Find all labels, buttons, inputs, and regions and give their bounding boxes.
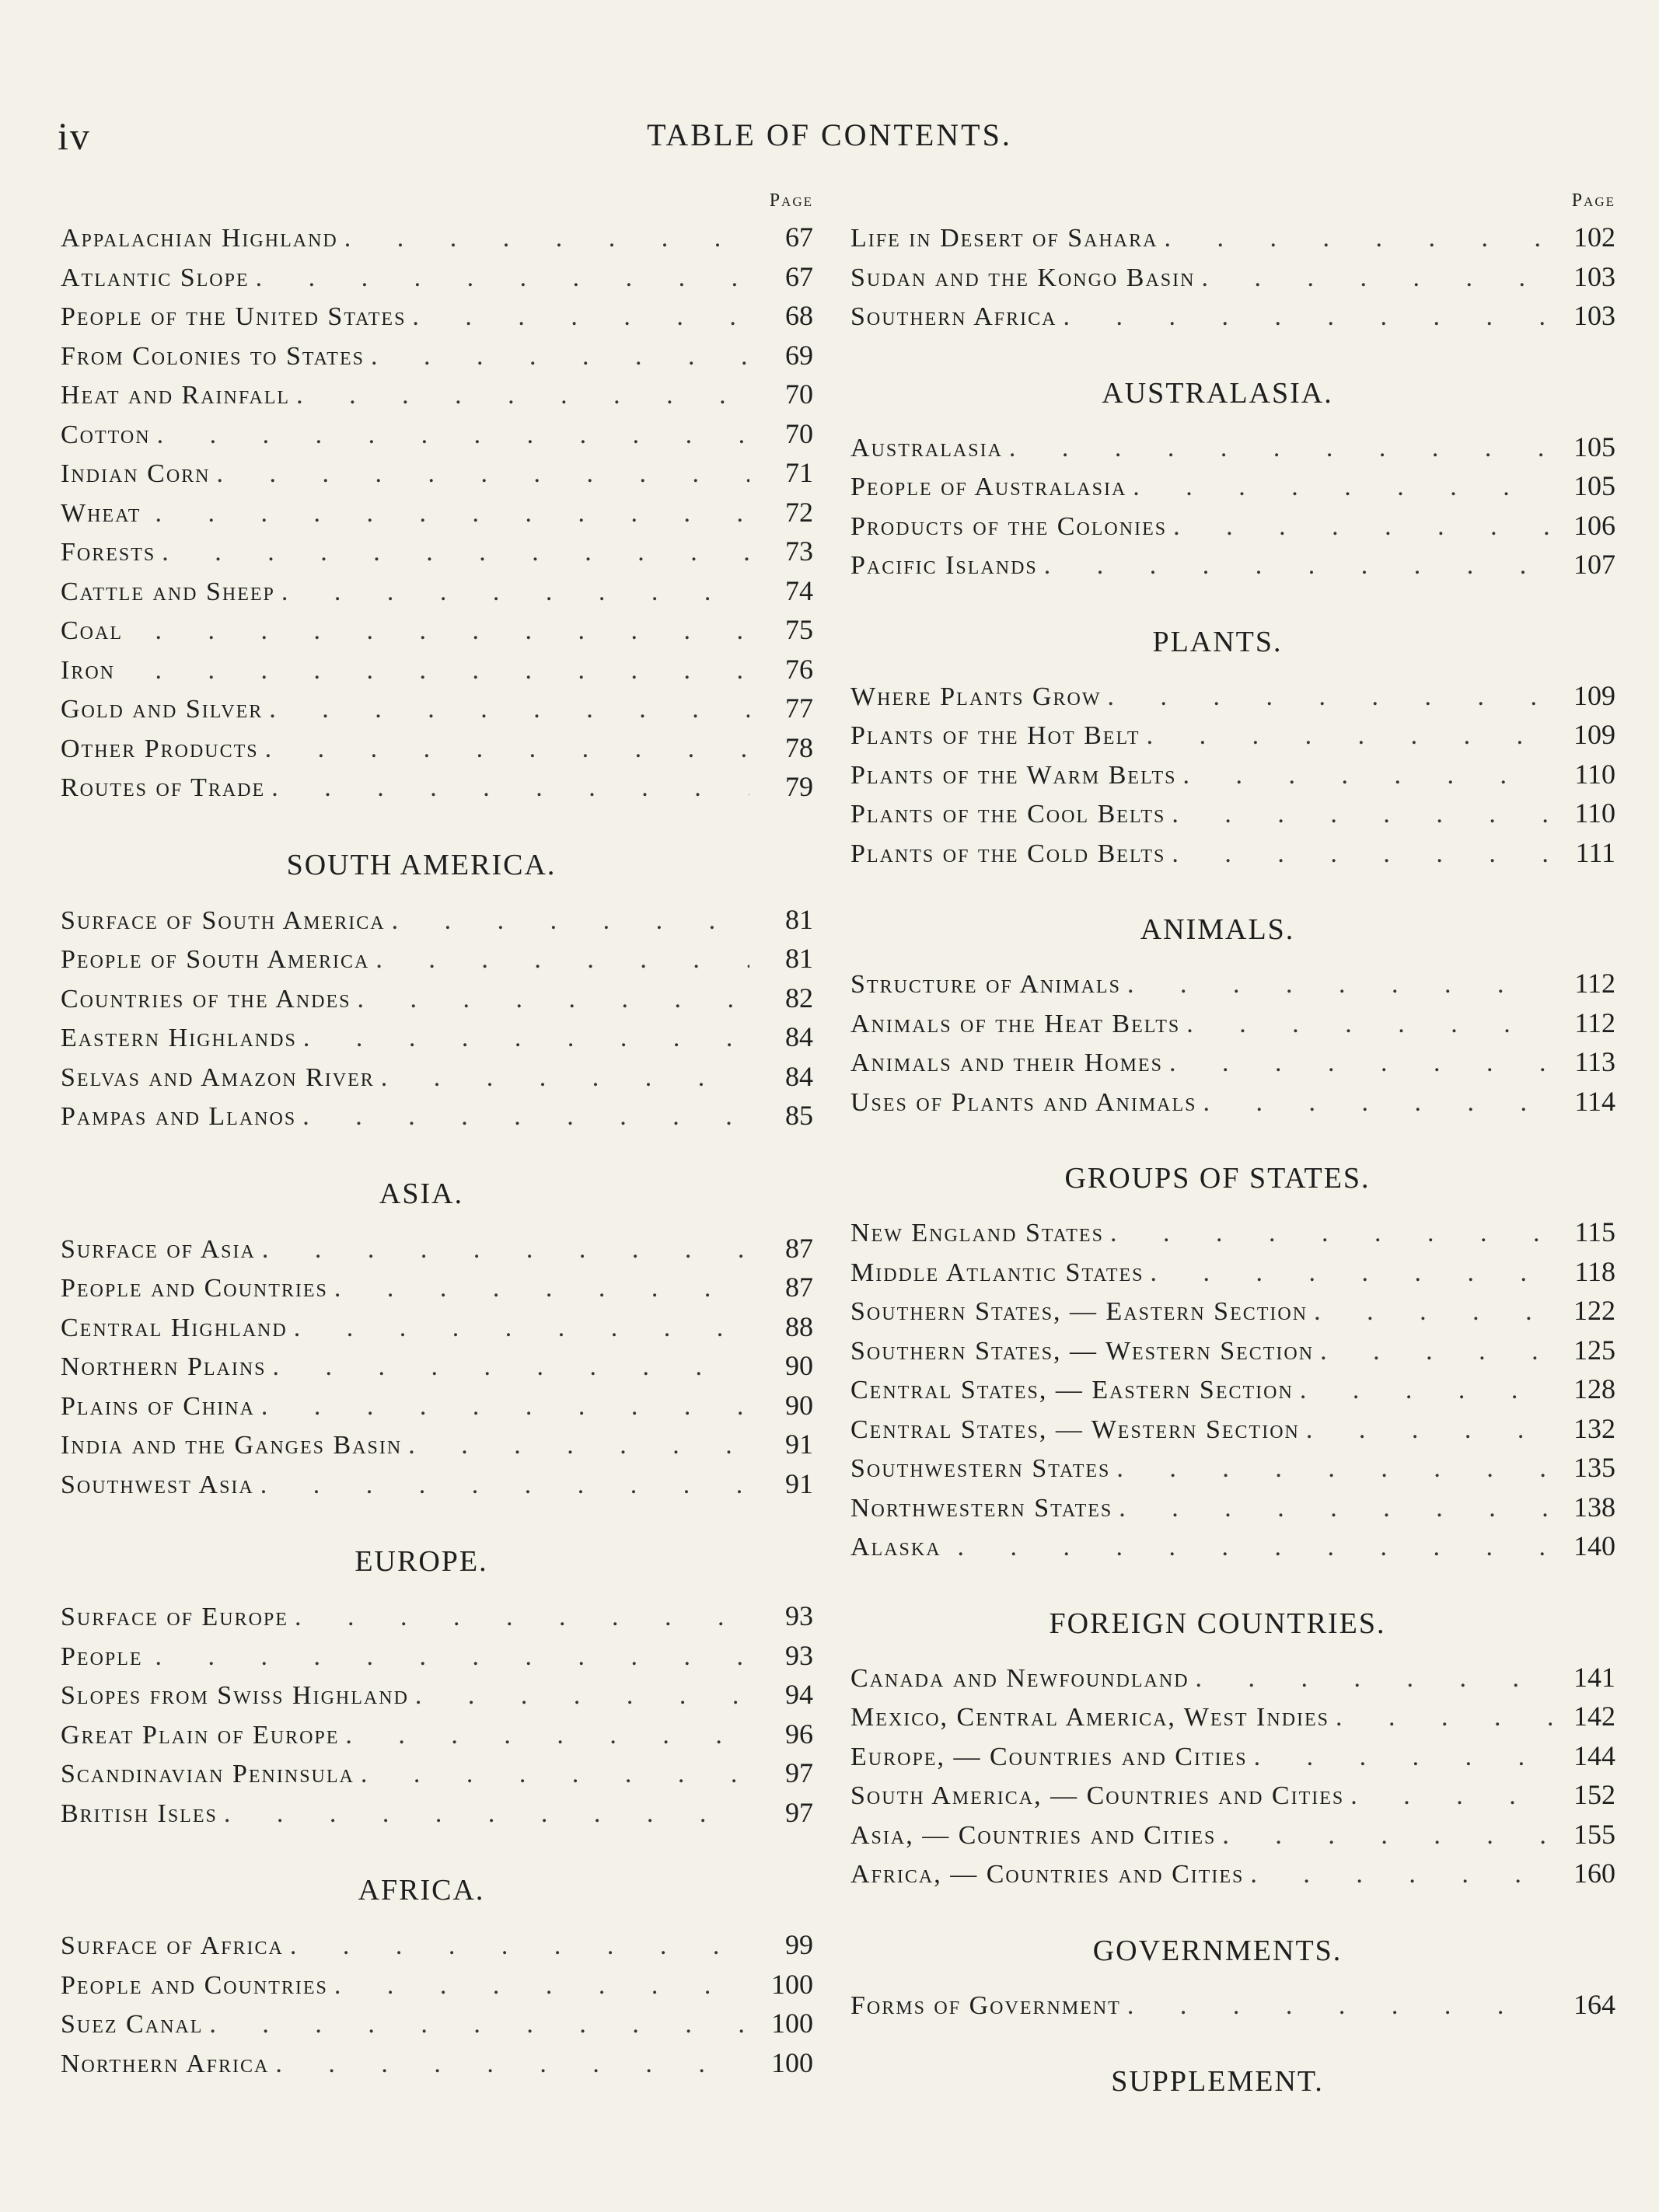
dot-leader (115, 651, 749, 691)
toc-entry-title: Middle Atlantic States (850, 1258, 1144, 1287)
dot-leader (365, 337, 749, 377)
toc-right-column (850, 183, 1615, 2116)
toc-left-blocks (61, 218, 813, 2082)
toc-entry-page: 144 (1573, 1739, 1615, 1771)
toc-entry-page: 87 (785, 1232, 813, 1264)
toc-entry (61, 1268, 813, 1307)
toc-entry-page: 110 (1574, 758, 1615, 790)
toc-entry-page: 132 (1573, 1412, 1615, 1444)
toc-entry (61, 1793, 813, 1833)
toc-entry-page: 74 (785, 574, 813, 606)
dot-leader (1144, 1254, 1552, 1293)
toc-entry-page: 85 (785, 1100, 813, 1131)
toc-entry-title: British Isles (61, 1799, 218, 1828)
dot-leader (284, 1927, 749, 1966)
toc-entry (61, 1346, 813, 1386)
toc-entry-page: 88 (785, 1310, 813, 1342)
toc-entry-title: Surface of Asia (61, 1234, 256, 1264)
toc-entry-title: Southern States, — Western Section (850, 1336, 1315, 1366)
toc-entry-page: 75 (785, 614, 813, 645)
toc-entry (61, 900, 813, 940)
toc-entry-page: 96 (785, 1718, 813, 1750)
toc-entry-page: 110 (1574, 797, 1615, 829)
toc-entry (850, 1082, 1615, 1122)
toc-entry (61, 571, 813, 611)
toc-entry-page: 81 (785, 943, 813, 974)
toc-entry (61, 1715, 813, 1754)
toc-entry (850, 1331, 1615, 1370)
dot-leader (338, 219, 749, 259)
toc-entry-title: Forests (61, 538, 156, 567)
dot-leader (259, 730, 749, 769)
toc-entry-page: 71 (785, 457, 813, 488)
dot-leader (1121, 1987, 1552, 2026)
dot-leader (1158, 219, 1552, 259)
toc-entry (850, 1212, 1615, 1252)
toc-entry-page: 90 (785, 1350, 813, 1381)
dot-leader (1294, 1371, 1552, 1411)
toc-entry-page: 77 (785, 693, 813, 724)
toc-entry (850, 257, 1615, 297)
toc-entry-page: 115 (1574, 1216, 1615, 1247)
toc-right-blocks (850, 218, 1615, 2116)
page-number: iv (58, 114, 91, 158)
toc-entry (61, 728, 813, 768)
dot-leader (1038, 546, 1552, 586)
toc-entry-page: 140 (1573, 1530, 1615, 1561)
toc-entry (850, 676, 1615, 716)
dot-leader (263, 690, 749, 730)
toc-entry (61, 532, 813, 571)
page-column-header: Page (1571, 190, 1615, 211)
toc-entry-title: Countries of the Andes (61, 984, 351, 1014)
toc-entry (850, 755, 1615, 794)
toc-entry-title: Slopes from Swiss Highland (61, 1681, 409, 1710)
toc-entry (850, 1042, 1615, 1082)
toc-entry-page: 118 (1574, 1255, 1615, 1287)
toc-entry-title: Africa, — Countries and Cities (850, 1860, 1245, 1889)
toc-entry-title: Plains of China (61, 1391, 255, 1421)
dot-leader (254, 1466, 749, 1505)
toc-entry (850, 1252, 1615, 1292)
toc-entry (61, 493, 813, 532)
dot-leader (211, 455, 750, 494)
toc-entry-page: 102 (1573, 222, 1615, 253)
toc-entry-page: 69 (785, 339, 813, 371)
toc-entry-page: 142 (1573, 1701, 1615, 1732)
toc-entry-title: Animals of the Heat Belts (850, 1009, 1181, 1038)
dot-leader (369, 940, 749, 980)
dot-leader (143, 1638, 749, 1677)
toc-entry-page: 68 (785, 300, 813, 331)
toc-entry-title: Pampas and Llanos (61, 1102, 297, 1131)
dot-leader (1163, 1044, 1552, 1083)
toc-entry (61, 218, 813, 257)
toc-entry (61, 1229, 813, 1268)
toc-entry-page: 94 (785, 1679, 813, 1710)
toc-entry (850, 964, 1615, 1003)
toc-entry (61, 1753, 813, 1793)
toc-entry (61, 414, 813, 454)
dot-leader (1140, 717, 1552, 756)
toc-entry (850, 545, 1615, 584)
toc-entry-page: 125 (1573, 1334, 1615, 1366)
dot-leader (355, 1755, 749, 1795)
toc-entry (61, 689, 813, 728)
toc-entry (61, 1636, 813, 1676)
toc-entry (61, 2043, 813, 2083)
toc-entry-page: 103 (1573, 260, 1615, 292)
toc-entry (61, 1386, 813, 1425)
dot-leader (1003, 429, 1552, 469)
toc-entry-title: Surface of Europe (61, 1603, 288, 1631)
section-heading: ASIA. (379, 1177, 464, 1210)
toc-entry-page: 128 (1573, 1373, 1615, 1404)
dot-leader (1110, 1450, 1552, 1489)
toc-entry-title: Eastern Highlands (61, 1024, 297, 1052)
dot-leader (406, 298, 749, 337)
toc-entry-page: 82 (785, 982, 813, 1014)
toc-entry-title: Mexico, Central America, West Indies (850, 1703, 1330, 1732)
dot-leader (1244, 1855, 1552, 1895)
toc-entry (61, 1925, 813, 1965)
dot-leader (218, 1795, 749, 1834)
toc-entry-page: 79 (785, 771, 813, 802)
toc-entry (850, 1658, 1615, 1697)
toc-entry (850, 1815, 1615, 1854)
toc-entry-title: Gold and Silver (61, 695, 264, 724)
toc-entry-page: 100 (771, 2046, 813, 2078)
section-heading: SUPPLEMENT. (1111, 2065, 1324, 2098)
toc-entry-page: 135 (1573, 1452, 1615, 1483)
toc-entry-title: Pacific Islands (850, 551, 1038, 580)
toc-entry (61, 1965, 813, 2004)
toc-entry (850, 296, 1615, 336)
dot-leader (1189, 1659, 1552, 1699)
section-heading: GOVERNMENTS. (1092, 1934, 1343, 1967)
dot-leader (265, 769, 749, 808)
toc-entry-page: 122 (1573, 1295, 1615, 1326)
toc-entry-title: Northwestern States (850, 1493, 1113, 1523)
page-title: TABLE OF CONTENTS. (647, 117, 1012, 152)
toc-entry (850, 218, 1615, 257)
toc-entry (850, 1775, 1615, 1815)
toc-entry (61, 453, 813, 493)
toc-entry-title: People and Countries (61, 1970, 328, 2000)
toc-entry (850, 715, 1615, 755)
section-heading: SOUTH AMERICA. (286, 848, 557, 881)
toc-entry-title: Cotton (61, 420, 151, 449)
toc-entry (61, 939, 813, 979)
section-heading: EUROPE. (355, 1545, 488, 1578)
dot-leader (1126, 468, 1552, 508)
toc-entry-page: 90 (785, 1389, 813, 1421)
dot-leader (1057, 298, 1552, 337)
dot-leader (1180, 1005, 1552, 1045)
toc-entry-page: 152 (1573, 1779, 1615, 1810)
dot-leader (1248, 1738, 1552, 1778)
toc-entry-page: 76 (785, 653, 813, 685)
dot-leader (290, 376, 749, 416)
dot-leader (339, 1716, 749, 1756)
dot-leader (409, 1676, 749, 1716)
toc-entry-title: Forms of Government (850, 1990, 1121, 2020)
toc-entry (850, 1697, 1615, 1736)
toc-entry-title: Suez Canal (61, 2010, 204, 2039)
toc-entry-title: Southern Africa (850, 302, 1057, 331)
dot-leader (1112, 1489, 1552, 1529)
toc-entry-page: 111 (1575, 836, 1615, 868)
toc-entry (61, 257, 813, 297)
dot-leader (269, 2045, 749, 2085)
toc-entry (850, 506, 1615, 546)
section-heading: AUSTRALASIA. (1102, 376, 1333, 410)
toc-entry-title: Appalachian Highland (61, 224, 338, 253)
toc-entry-title: Northern Plains (61, 1352, 267, 1381)
dot-leader (141, 494, 749, 534)
toc-entry-title: Australasia (850, 433, 1003, 462)
toc-entry (850, 427, 1615, 467)
toc-entry-title: Plants of the Hot Belt (850, 721, 1140, 750)
toc-entry-page: 67 (785, 222, 813, 253)
dot-leader (1300, 1411, 1552, 1450)
toc-entry-page: 112 (1574, 1007, 1615, 1038)
dot-leader (296, 1097, 749, 1137)
toc-entry (850, 1985, 1615, 2025)
toc-entry-title: Atlantic Slope (61, 263, 250, 292)
toc-entry-title: Central Highland (61, 1313, 288, 1342)
toc-entry (850, 833, 1615, 873)
toc-entry-page: 107 (1573, 549, 1615, 580)
dot-leader (328, 1269, 749, 1309)
toc-entry-title: People and Countries (61, 1274, 328, 1303)
page-column-header: Page (769, 190, 813, 211)
toc-entry-title: Life in Desert of Sahara (850, 224, 1158, 253)
toc-entry-page: 70 (785, 417, 813, 449)
toc-entry-page: 70 (785, 379, 813, 410)
section-heading: FOREIGN COUNTRIES. (1049, 1607, 1386, 1640)
toc-entry (850, 1488, 1615, 1527)
dot-leader (1165, 795, 1552, 835)
toc-entry-title: Southwest Asia (61, 1470, 254, 1499)
toc-entry-page: 91 (785, 1429, 813, 1460)
toc-entry-title: Where Plants Grow (850, 682, 1102, 711)
dot-leader (1104, 1214, 1552, 1254)
dot-leader (1216, 1816, 1552, 1856)
toc-entry (850, 1369, 1615, 1409)
toc-entry-page: 91 (785, 1467, 813, 1499)
toc-entry-title: Canada and Newfoundland (850, 1663, 1189, 1693)
toc-entry-title: Other Products (61, 734, 259, 763)
dot-leader (151, 416, 749, 455)
toc-entry (850, 1409, 1615, 1449)
dot-leader (1165, 835, 1552, 874)
toc-entry-title: Structure of Animals (850, 970, 1121, 999)
toc-entry-title: Surface of South America (61, 905, 386, 935)
toc-entry-page: 112 (1574, 968, 1615, 999)
toc-entry-page: 97 (785, 1796, 813, 1828)
dot-leader (1308, 1293, 1552, 1332)
toc-entry (61, 336, 813, 375)
toc-entry (61, 1425, 813, 1464)
toc-entry-page: 109 (1573, 679, 1615, 711)
toc-entry-page: 141 (1573, 1661, 1615, 1693)
dot-leader (328, 1966, 749, 2006)
toc-entry-title: Products of the Colonies (850, 511, 1168, 541)
dot-leader (275, 573, 749, 612)
toc-left-column (61, 183, 813, 2082)
toc-entry-page: 84 (785, 1060, 813, 1092)
dot-leader (1329, 1698, 1552, 1738)
toc-entry (850, 466, 1615, 506)
dot-leader (1197, 1083, 1552, 1123)
dot-leader (155, 533, 749, 573)
dot-leader (1167, 508, 1552, 547)
toc-entry-page: 114 (1574, 1085, 1615, 1117)
toc-entry-page: 164 (1573, 1988, 1615, 2020)
toc-entry (61, 1096, 813, 1136)
toc-entry-title: Europe, — Countries and Cities (850, 1742, 1248, 1771)
toc-entry-title: Heat and Rainfall (61, 381, 291, 410)
section-heading: AFRICA. (358, 1874, 485, 1907)
toc-entry (61, 1057, 813, 1097)
toc-entry (61, 1464, 813, 1504)
toc-entry-page: 106 (1573, 509, 1615, 541)
toc-entry-title: Wheat (61, 498, 141, 528)
toc-entry-title: South America, — Countries and Cities (850, 1781, 1345, 1810)
toc-entry-title: Plants of the Warm Belts (850, 760, 1177, 790)
toc-entry-title: People of Australasia (850, 473, 1127, 501)
toc-entry-page: 78 (785, 731, 813, 763)
toc-entry-title: Sudan and the Kongo Basin (850, 263, 1196, 292)
toc-entry-title: Scandinavian Peninsula (61, 1760, 355, 1788)
toc-entry-title: Cattle and Sheep (61, 577, 275, 606)
dot-leader (375, 1059, 749, 1098)
toc-entry-title: India and the Ganges Basin (61, 1431, 403, 1460)
toc-entry-title: Plants of the Cold Belts (850, 839, 1166, 868)
dot-leader (297, 1019, 749, 1059)
toc-entry (850, 1854, 1615, 1893)
dot-leader (1344, 1777, 1552, 1816)
toc-entry (61, 1017, 813, 1057)
toc-entry (61, 296, 813, 336)
toc-entry-title: Coal (61, 616, 124, 645)
toc-entry-title: New England States (850, 1219, 1104, 1247)
toc-entry-page: 67 (785, 260, 813, 292)
toc-entry-page: 138 (1573, 1491, 1615, 1523)
toc-entry (850, 794, 1615, 833)
dot-leader (203, 2005, 749, 2045)
toc-entry (850, 1448, 1615, 1488)
toc-entry (61, 375, 813, 414)
section-heading: ANIMALS. (1140, 913, 1295, 946)
toc-entry-title: People of South America (61, 945, 370, 974)
dot-leader (351, 980, 749, 1020)
dot-leader (267, 1348, 749, 1387)
toc-entry (61, 979, 813, 1018)
toc-entry (61, 1307, 813, 1347)
toc-entry-title: People (61, 1642, 143, 1671)
dot-leader (386, 902, 749, 941)
toc-entry-page: 100 (771, 1968, 813, 2000)
dot-leader (250, 259, 749, 298)
toc-entry-page: 97 (785, 1757, 813, 1788)
toc-entry-page: 155 (1573, 1818, 1615, 1850)
toc-entry-title: Southwestern States (850, 1454, 1111, 1483)
dot-leader (402, 1426, 749, 1466)
toc-entry-page: 72 (785, 496, 813, 528)
toc-entry (850, 1003, 1615, 1043)
toc-entry (61, 1596, 813, 1636)
toc-entry-title: Iron (61, 655, 115, 685)
dot-leader (1102, 678, 1552, 717)
toc-entry-title: Surface of Africa (61, 1931, 284, 1960)
dot-leader (1195, 259, 1552, 298)
toc-entry (61, 2004, 813, 2043)
toc-entry-title: Routes of Trade (61, 773, 266, 802)
dot-leader (941, 1528, 1552, 1568)
toc-entry (850, 1526, 1615, 1566)
section-heading: GROUPS OF STATES. (1064, 1162, 1371, 1195)
toc-entry-title: Uses of Plants and Animals (850, 1087, 1197, 1117)
dot-leader (255, 1387, 749, 1427)
toc-entry (61, 1675, 813, 1715)
toc-entry-page: 105 (1573, 431, 1615, 462)
dot-leader (256, 1230, 749, 1270)
dot-leader (1177, 756, 1552, 796)
toc-entry-title: Great Plain of Europe (61, 1720, 340, 1750)
toc-entry-title: Central States, — Eastern Section (850, 1376, 1294, 1404)
toc-entry-page: 105 (1573, 470, 1615, 501)
toc-entry (61, 610, 813, 650)
dot-leader (1314, 1332, 1552, 1372)
toc-entry-page: 160 (1573, 1858, 1615, 1889)
dot-leader (123, 612, 749, 651)
toc-entry-page: 99 (785, 1929, 813, 1960)
dot-leader (288, 1309, 749, 1348)
toc-entry-page: 93 (785, 1600, 813, 1631)
toc-entry-title: From Colonies to States (61, 341, 365, 371)
toc-entry-title: Alaska (850, 1533, 941, 1561)
toc-entry (61, 767, 813, 807)
toc-entry-title: People of the United States (61, 302, 407, 331)
toc-entry-title: Asia, — Countries and Cities (850, 1820, 1217, 1850)
toc-entry-page: 84 (785, 1021, 813, 1052)
toc-entry (61, 650, 813, 689)
section-heading: PLANTS. (1152, 625, 1283, 658)
toc-entry-title: Central States, — Western Section (850, 1415, 1300, 1444)
dot-leader (288, 1598, 749, 1638)
toc-entry-page: 81 (785, 903, 813, 935)
toc-entry-page: 109 (1573, 719, 1615, 750)
toc-entry-title: Animals and their Homes (850, 1048, 1163, 1077)
toc-entry (850, 1291, 1615, 1331)
toc-entry (850, 1736, 1615, 1776)
toc-entry-page: 113 (1574, 1046, 1615, 1077)
toc-entry-title: Indian Corn (61, 459, 211, 488)
toc-entry-title: Southern States, — Eastern Section (850, 1297, 1308, 1326)
toc-entry-page: 73 (785, 536, 813, 567)
toc-entry-page: 100 (771, 2008, 813, 2039)
toc-entry-title: Selvas and Amazon River (61, 1062, 375, 1092)
toc-entry-page: 103 (1573, 300, 1615, 331)
toc-entry-title: Northern Africa (61, 2049, 270, 2078)
toc-entry-title: Plants of the Cool Belts (850, 800, 1166, 829)
dot-leader (1121, 965, 1552, 1005)
toc-entry-page: 87 (785, 1272, 813, 1303)
toc-entry-page: 93 (785, 1639, 813, 1671)
